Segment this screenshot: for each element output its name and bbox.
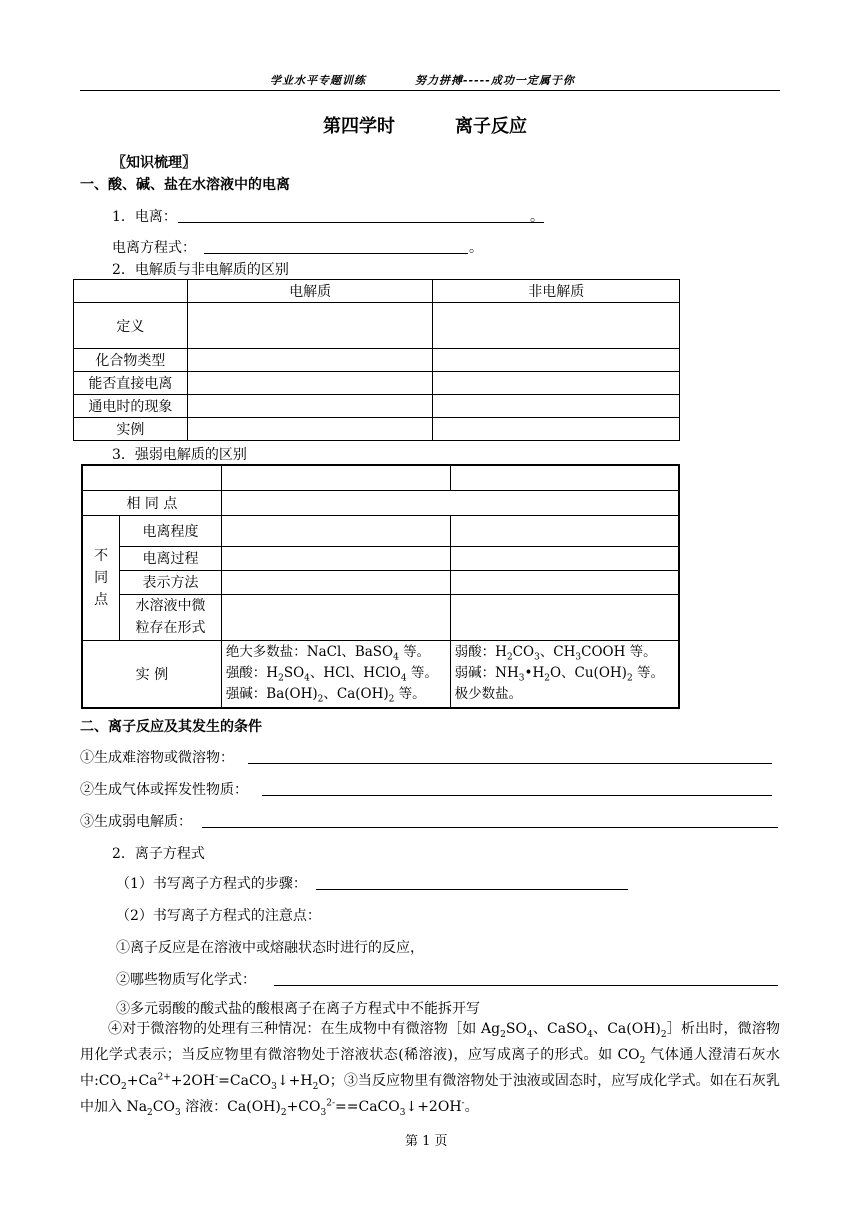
- diff-char: 不: [94, 547, 109, 564]
- item3-label: 3．强弱电解质的区别: [112, 447, 247, 463]
- equation-label: 电离方程式：: [112, 240, 196, 256]
- micro-line: 水溶液中微: [135, 598, 206, 614]
- row-label: 通电时的现象: [74, 395, 188, 418]
- table-cell: [450, 515, 679, 546]
- table-cell: [433, 395, 680, 418]
- table-cell: [450, 570, 679, 594]
- sub1-label: （1）书写离子方程式的步骤：: [116, 876, 307, 892]
- header-right: 努力拼搏-----成功一定属于你: [415, 74, 575, 87]
- sub2-label: （2）书写离子方程式的注意点：: [116, 908, 321, 924]
- example-label: 实 例: [82, 640, 221, 708]
- table-cell: [82, 465, 221, 490]
- table-cell: [221, 570, 450, 594]
- table-cell: [187, 372, 433, 395]
- page-number: 第 1 页: [405, 1134, 448, 1149]
- condition-3: ③生成弱电解质：: [80, 814, 192, 830]
- row-label: 电离程度: [120, 515, 222, 546]
- page-title-part1: 第四学时: [323, 116, 395, 137]
- blank-line: [316, 889, 628, 890]
- blank-line: [262, 795, 772, 796]
- table-cell: [187, 349, 433, 372]
- condition-2: ②生成气体或挥发性物质：: [80, 782, 248, 798]
- note-4-paragraph: ④对于微溶物的处理有三种情况：在生成物中有微溶物［如 $Ag_2SO_4$、CaSO$_4$、$Ca(OH)_2]$析出时，微溶物用化学式表示；当反应物里有微溶物处于溶液状态(稀溶液)，应写成离子的形式。如 $CO_2$ 气体通人澄清石灰水中$:CO_2+Ca^{2+}+2OH^-=CaCO_3↓+H_2O$；③当反应物里有微溶物处于浊液或固态时，应写成化学式。如在石灰乳中加入 $Na_2CO_3$ 溶液：$Ca(OH)_2+CO_3^{2-}==CaCO_3↓+2OH^-$。: [80, 1021, 780, 1118]
- row-label: 表示方法: [120, 570, 222, 594]
- blank-line: [248, 763, 772, 764]
- row-label: 定义: [74, 303, 188, 349]
- table-cell: [433, 349, 680, 372]
- table-cell: [221, 546, 450, 570]
- row-label: 电离过程: [120, 546, 222, 570]
- table-cell: [187, 303, 433, 349]
- diff-char: 点: [94, 591, 109, 608]
- note-3: ③多元弱酸的酸式盐的酸根离子在离子方程式中不能拆开写: [116, 1001, 480, 1017]
- table-cell: [433, 418, 680, 441]
- example-line: 弱酸：$H_2CO_3$、$CH_3COOH$ 等。: [454, 644, 657, 663]
- item2-label: 2．电解质与非电解质的区别: [112, 262, 289, 278]
- example-line: 弱碱：$NH_3•H_2O$、$Cu(OH)_2$ 等。: [454, 665, 664, 684]
- micro-line: 粒存在形式: [135, 620, 206, 636]
- knowledge-label: 〖知识梳理〗: [112, 155, 196, 171]
- table-cell: [433, 372, 680, 395]
- blank-line: [274, 985, 778, 986]
- blank-line: [202, 827, 778, 828]
- condition-1: ①生成难溶物或微溶物：: [80, 750, 234, 766]
- table-cell: [74, 280, 188, 303]
- equation-end: 。: [469, 240, 483, 256]
- table-cell: [187, 418, 433, 441]
- electrolyte-table: [73, 279, 680, 441]
- diff-char: 同: [94, 569, 109, 586]
- section1-heading: 一、酸、碱、盐在水溶液中的电离: [80, 177, 290, 193]
- item1-end: 。: [530, 209, 544, 225]
- table-cell: [187, 395, 433, 418]
- blank-line: [204, 253, 468, 254]
- row-label: 化合物类型: [74, 349, 188, 372]
- table-cell: [221, 515, 450, 546]
- row-label: 能否直接电离: [74, 372, 188, 395]
- example-line: 绝大多数盐：NaCl、BaSO$_4$ 等。: [225, 644, 431, 663]
- example-line: 强碱：$Ba(OH)_2$、$Ca(OH)_2$ 等。: [225, 686, 426, 705]
- table-cell: [450, 546, 679, 570]
- table-header: 电解质: [187, 280, 433, 303]
- table-cell: [221, 490, 679, 515]
- table-cell: [221, 465, 450, 490]
- table-cell: [450, 594, 679, 640]
- header-rule: [80, 90, 780, 91]
- strong-weak-table: [81, 464, 680, 709]
- note-2: ②哪些物质写化学式：: [116, 972, 256, 988]
- blank-line: [178, 222, 544, 223]
- strong-examples: [221, 640, 450, 708]
- example-line: 极少数盐。: [454, 686, 523, 703]
- weak-examples: [450, 640, 679, 708]
- table-cell: [433, 303, 680, 349]
- table-cell: [450, 465, 679, 490]
- row-label: 实例: [74, 418, 188, 441]
- example-line: 强酸：$H_2SO_4$、HCl、HClO$_4$ 等。: [225, 665, 438, 684]
- table-cell: [221, 594, 450, 640]
- section2-heading: 二、离子反应及其发生的条件: [80, 719, 262, 735]
- item1-label: 1．电离：: [112, 209, 177, 225]
- table-header: 非电解质: [433, 280, 680, 303]
- row-label: [120, 594, 222, 640]
- note-1: ①离子反应是在溶液中或熔融状态时进行的反应，: [116, 940, 424, 956]
- same-label: 相 同 点: [82, 490, 221, 515]
- header-left: 学业水平专题训练: [270, 74, 366, 87]
- page-title-part2: 离子反应: [455, 116, 527, 137]
- diff-label: [82, 515, 120, 640]
- section2-item2: 2．离子方程式: [112, 846, 205, 862]
